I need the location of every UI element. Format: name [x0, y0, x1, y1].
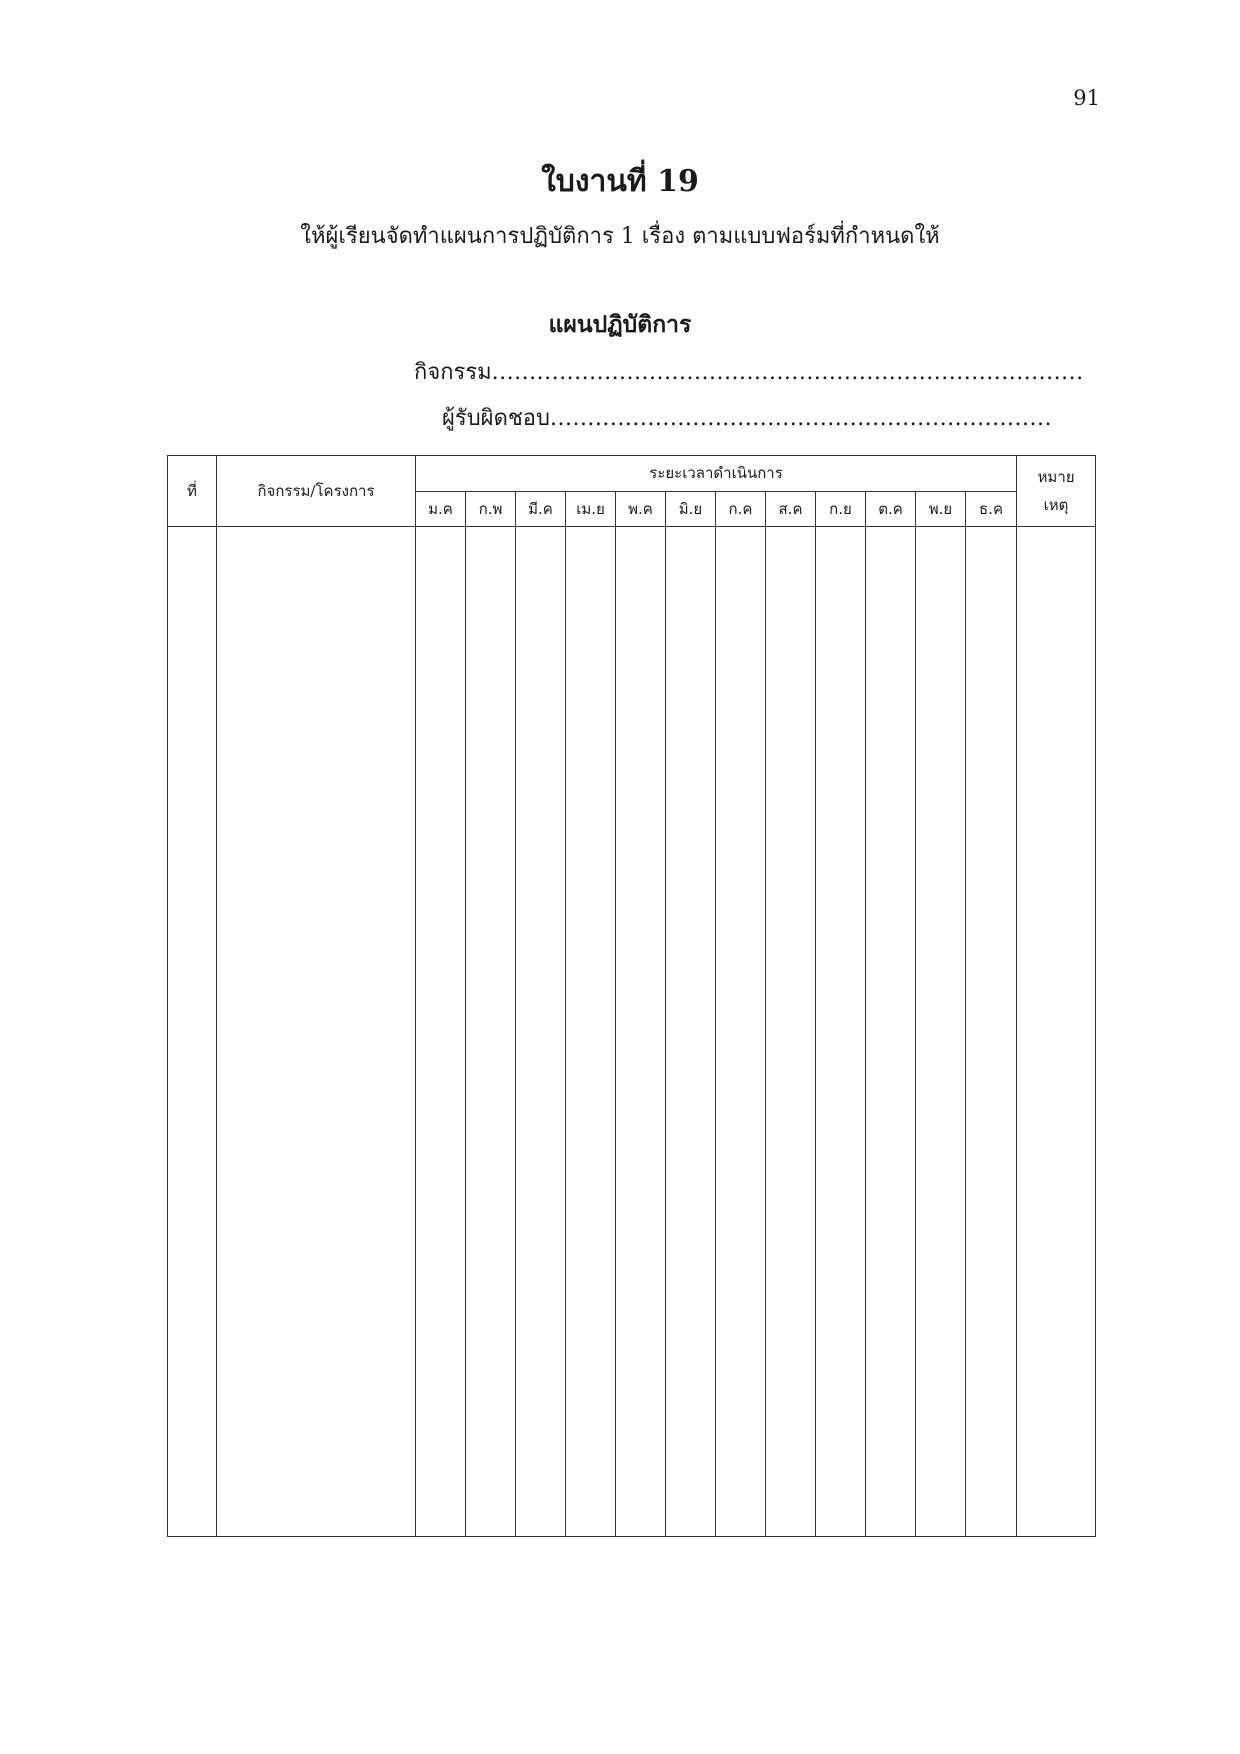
- cell-month[interactable]: [766, 527, 816, 1537]
- month-header: พ.ค: [616, 491, 666, 527]
- cell-month[interactable]: [416, 527, 466, 1537]
- cell-month[interactable]: [716, 527, 766, 1537]
- month-header: มิ.ย: [666, 491, 716, 527]
- header-no: ที่: [168, 456, 217, 527]
- header-remarks-line1: หมาย: [1017, 456, 1096, 492]
- month-header: พ.ย: [916, 491, 966, 527]
- month-header: เม.ย: [566, 491, 616, 527]
- responsible-blank-dots: ...................................................................: [549, 406, 1053, 431]
- header-activity: กิจกรรม/โครงการ: [217, 456, 416, 527]
- cell-month[interactable]: [466, 527, 516, 1537]
- month-header: ก.พ: [466, 491, 516, 527]
- plan-title: แผนปฏิบัติการ: [548, 311, 692, 338]
- cell-no[interactable]: [168, 527, 217, 1537]
- activity-label: กิจกรรม: [414, 360, 492, 385]
- cell-month[interactable]: [516, 527, 566, 1537]
- month-header: ส.ค: [766, 491, 816, 527]
- cell-month[interactable]: [666, 527, 716, 1537]
- responsible-field: [442, 400, 1052, 435]
- month-header: ก.ย: [816, 491, 866, 527]
- cell-month[interactable]: [866, 527, 916, 1537]
- page-number: 91: [1073, 86, 1100, 110]
- instruction-text: ให้ผู้เรียนจัดทำแผนการปฏิบัติการ 1 เรื่อง ตามแบบฟอร์มที่กำหนดให้: [300, 224, 940, 249]
- table-row: [168, 527, 1096, 1537]
- month-header: ม.ค: [416, 491, 466, 527]
- header-period: ระยะเวลาดำเนินการ: [416, 456, 1017, 492]
- header-remarks-line2: เหตุ: [1017, 491, 1096, 527]
- cell-month[interactable]: [566, 527, 616, 1537]
- worksheet-title: ใบงานที่ 19: [541, 164, 699, 199]
- action-plan-table: [167, 455, 1096, 1537]
- activity-blank-dots: ...............................................................................: [491, 360, 1084, 385]
- activity-field: [414, 354, 1084, 389]
- cell-month[interactable]: [966, 527, 1017, 1537]
- cell-month[interactable]: [616, 527, 666, 1537]
- month-header: ก.ค: [716, 491, 766, 527]
- cell-activity[interactable]: [217, 527, 416, 1537]
- month-header: ต.ค: [866, 491, 916, 527]
- responsible-label: ผู้รับผิดชอบ: [442, 406, 550, 431]
- cell-month[interactable]: [916, 527, 966, 1537]
- cell-remarks[interactable]: [1017, 527, 1096, 1537]
- cell-month[interactable]: [816, 527, 866, 1537]
- month-header: มี.ค: [516, 491, 566, 527]
- month-header: ธ.ค: [966, 491, 1017, 527]
